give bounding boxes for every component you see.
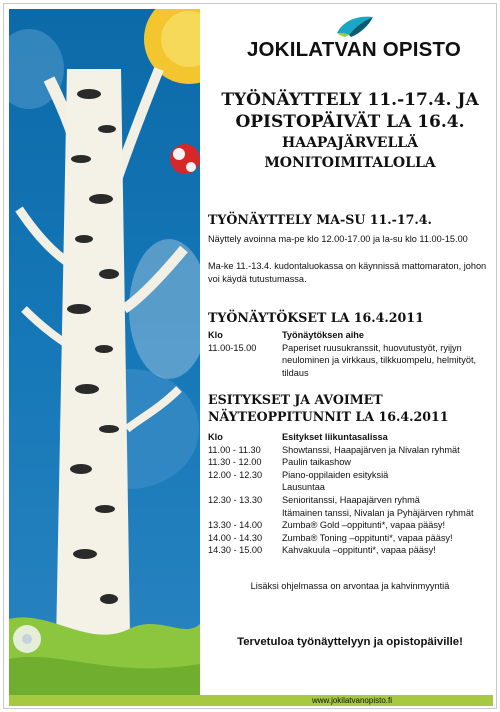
shows-heading-line-1: ESITYKSET JA AVOIMET [208,392,383,407]
poster-content [205,9,495,709]
birch-painting-svg [9,9,200,697]
table-row [208,519,496,532]
birch-tree-painting [9,9,200,697]
exhibition-weaving-note: Ma-ke 11.-13.4. kudontaluokassa on käynnissä mattomaraton, johon voi käydä tutustumassa. [208,261,487,284]
demos-col-topic: Työnäytöksen aihe [282,330,365,340]
demos-table [208,329,496,379]
title-line-2: OPISTOPÄIVÄT LA 16.4. [235,112,465,132]
demos-col-time: Klo [208,330,223,340]
show-time [208,481,282,494]
show-topic: Senioritanssi, Haapajärven ryhmä [282,494,420,505]
show-topic: Paulin taikashow [282,457,351,468]
title-line-1: TYÖNÄYTTELY 11.-17.4. JA [221,90,479,110]
show-topic: Lausuntaa [282,482,325,493]
footer-url-link[interactable]: www.jokilatvanopisto.fi [311,696,392,705]
shows-col-time: Klo [208,432,223,442]
table-row [208,469,496,482]
title-line-3: HAAPAJÄRVELLÄ [281,135,419,151]
demo-time: 11.00-15.00 [208,342,257,353]
show-topic: Kahvakuula –oppitunti*, vapaa pääsy! [282,545,436,556]
shows-col-topic: Esitykset liikuntasalissa [282,432,388,442]
welcome-text: Tervetuloa työnäyttelyyn ja opistopäiville! [237,636,463,648]
poster-title [205,89,495,173]
footer-bar [9,695,493,706]
organization-logo [220,9,490,69]
table-row [208,342,496,380]
exhibition-heading: TYÖNÄYTTELY MA-SU 11.-17.4. [208,212,432,227]
table-row [208,532,496,545]
table-row [208,456,496,469]
demos-table-header [208,329,496,342]
poster [3,3,497,709]
show-topic: Zumba® Gold –oppitunti*, vapaa pääsy! [282,520,446,531]
show-topic: Zumba® Toning –oppitunti*, vapaa pääsy! [282,532,453,543]
shows-table [208,431,496,557]
show-time [208,507,282,520]
table-row [208,544,496,557]
demos-heading: TYÖNÄYTÖKSET LA 16.4.2011 [208,310,424,325]
show-time: 12.00 - 12.30 [208,469,263,480]
logo-text: JOKILATVAN OPISTO [246,38,462,61]
show-time: 11.30 - 12.00 [208,457,262,468]
show-time: 11.00 - 11.30 [208,444,261,455]
show-time: 14.30 - 15.00 [208,545,263,556]
demo-topic: Paperiset ruusukranssit, huovutustyöt, ryijyn neulominen ja virkkaus, tilkkuompelu, helmityöt, tildaus [282,342,477,378]
show-topic: Piano-oppilaiden esityksiä [282,469,389,480]
shows-table-header [208,431,496,444]
table-row [208,494,496,507]
show-time: 13.30 - 14.00 [208,520,263,531]
exhibition-hours: Näyttely avoinna ma-pe klo 12.00-17.00 ja la-su klo 11.00-15.00 [208,234,468,244]
table-row [208,507,496,520]
show-time: 14.00 - 14.30 [208,532,263,543]
title-line-4: MONITOIMITALOLLA [264,155,436,171]
leaf-logo-icon [335,11,375,39]
show-topic: Showtanssi, Haapajärven ja Nivalan ryhmät [282,444,460,455]
shows-heading-line-2: NÄYTEOPPITUNNIT LA 16.4.2011 [208,409,449,424]
show-time: 12.30 - 13.30 [208,494,263,505]
table-row [208,444,496,457]
show-topic: Itämainen tanssi, Nivalan ja Pyhäjärven ryhmät [282,507,474,518]
extra-note: Lisäksi ohjelmassa on arvontaa ja kahvinmyyntiä [250,581,450,591]
table-row [208,481,496,494]
